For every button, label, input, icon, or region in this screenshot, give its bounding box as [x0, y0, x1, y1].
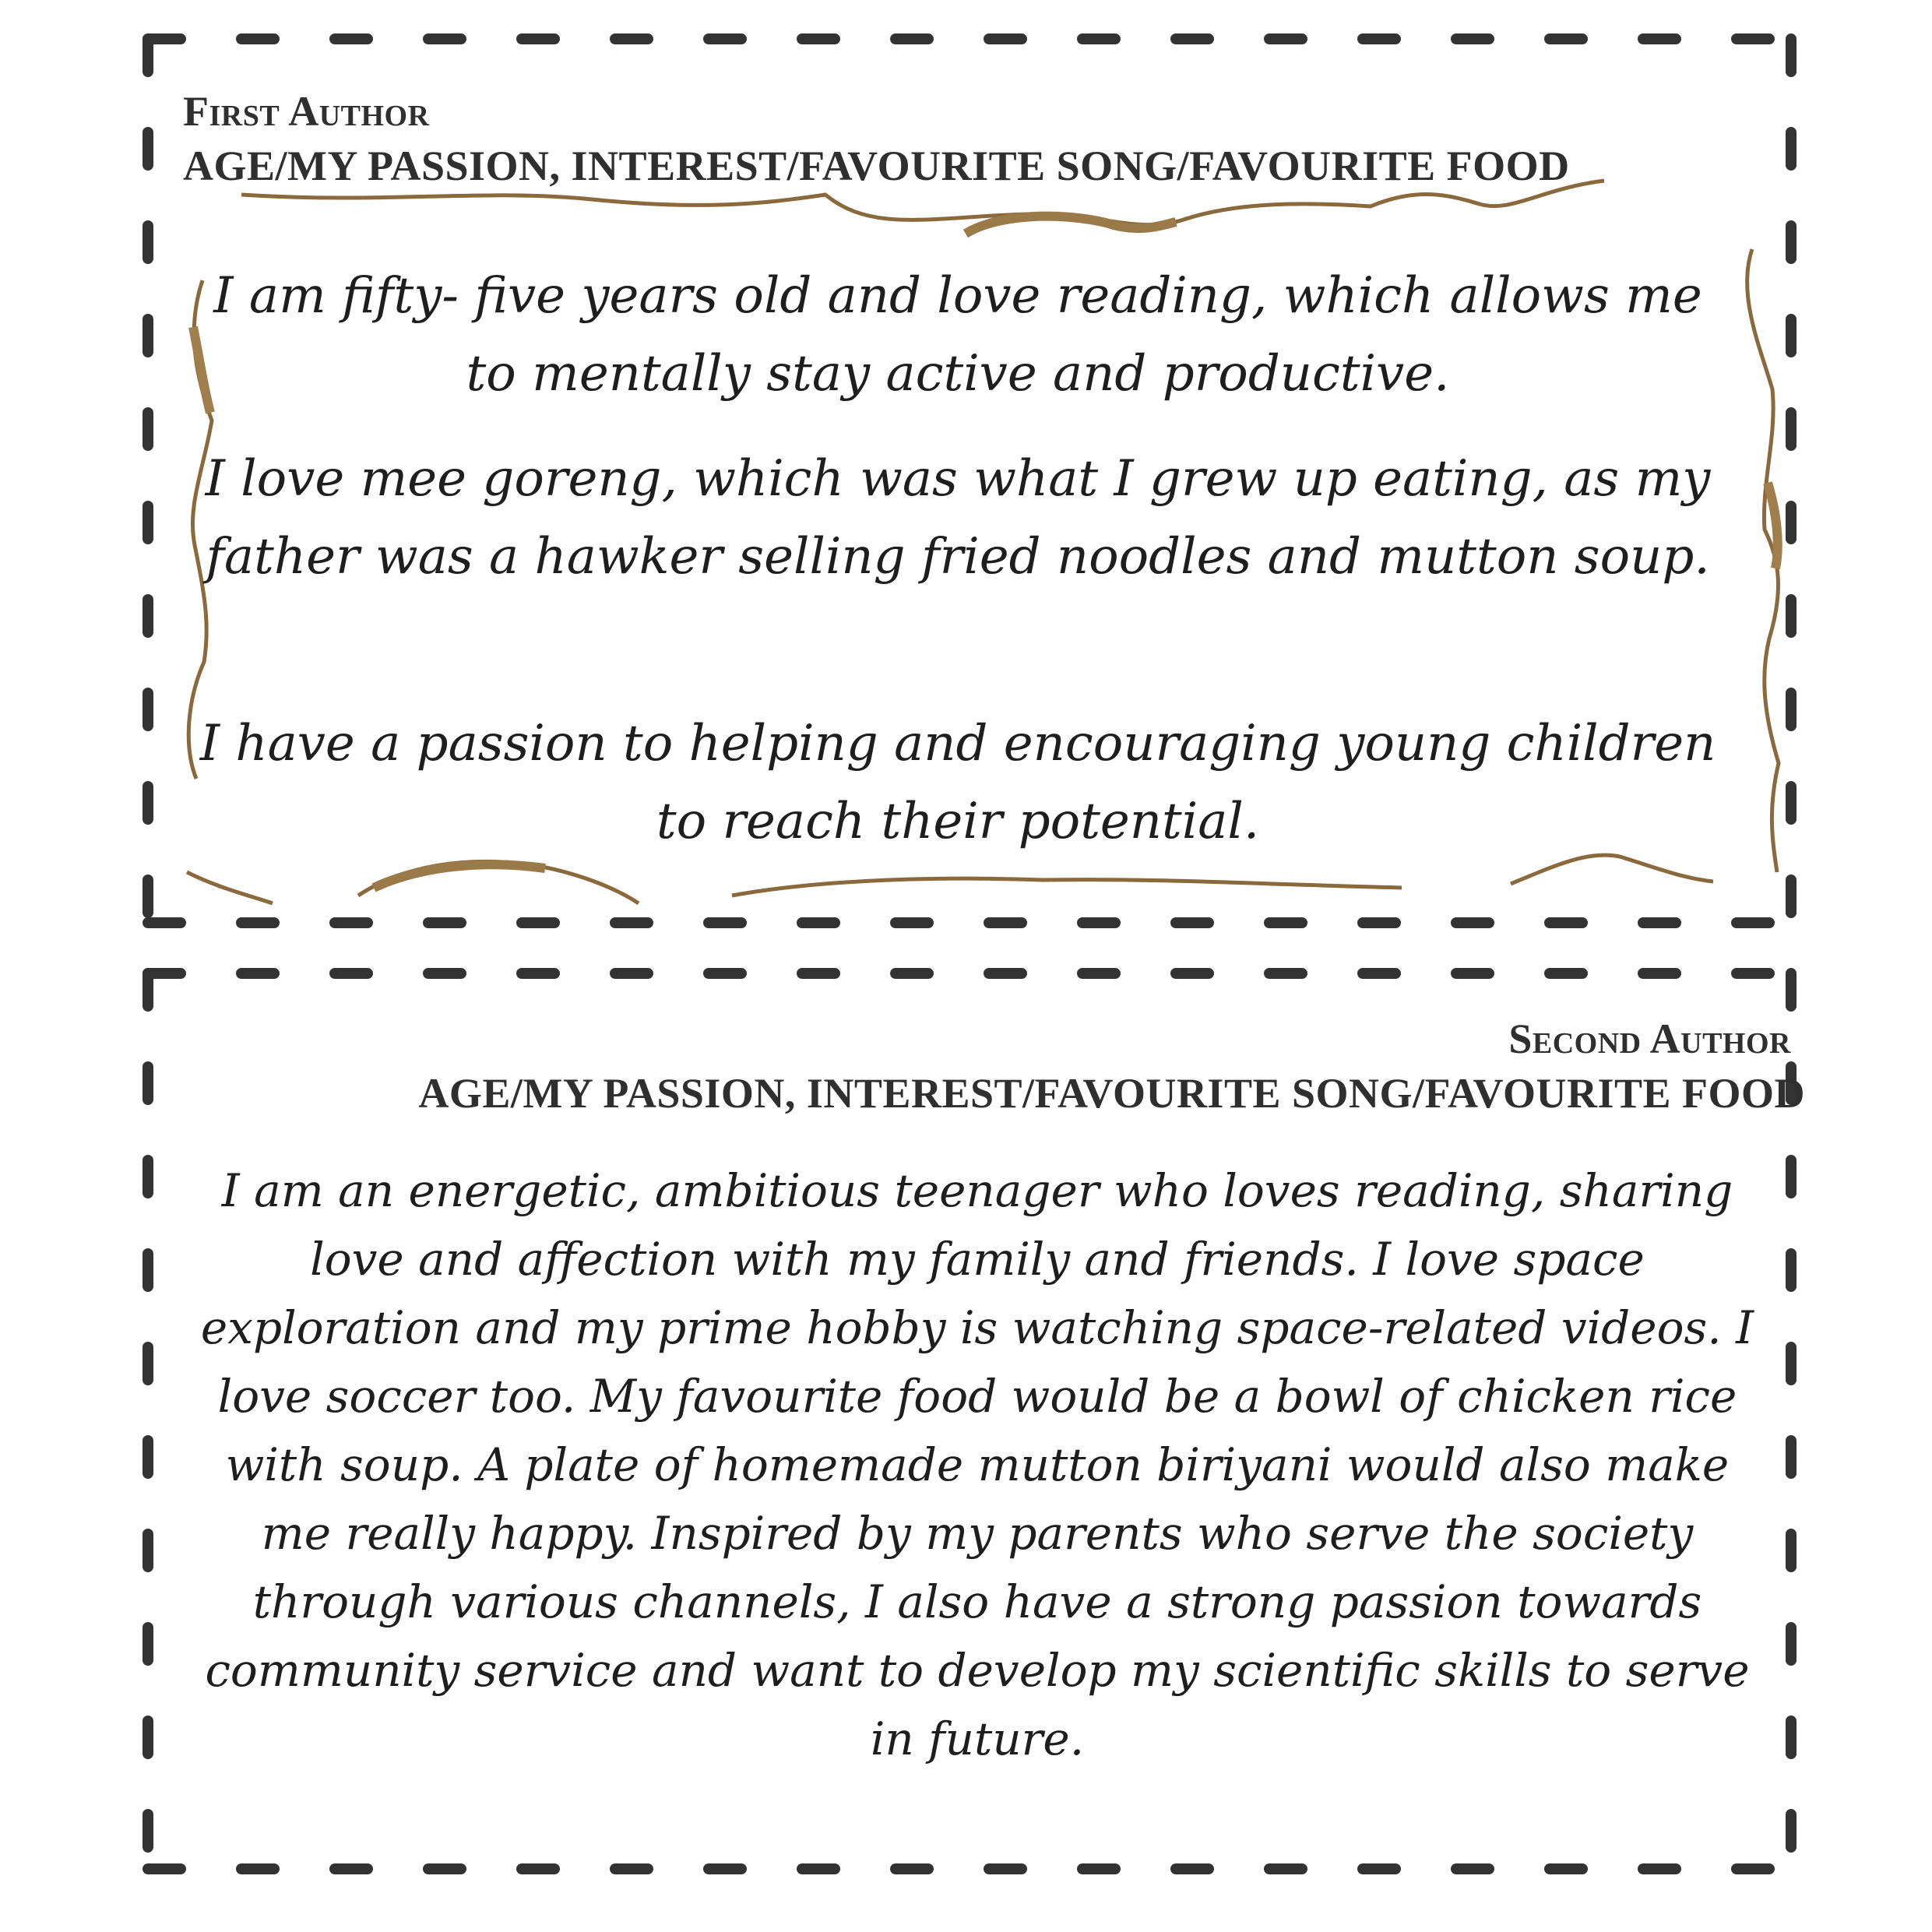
- second-author-name: Second Author: [1508, 1015, 1791, 1062]
- second-author-fields-heading: AGE/MY PASSION, INTEREST/FAVOURITE SONG/FAVOURITE FOOD: [418, 1070, 1805, 1117]
- first-author-name: First Author: [183, 88, 430, 135]
- first-author-passion-paragraph: I have a passion to helping and encouraging young children to reach their potential.: [199, 715, 1716, 850]
- second-author-bio-paragraph: I am an energetic, ambitious teenager who loves reading, sharing love and affection with my family and friends. I love space exploration and my prime hobby is watching space-related videos. I love soccer too. My favourite food would be a bowl of chicken rice with soup. A plate of homemade mutton biriyani would also make me really happy. Inspired by my parents who serve the society through various channels, I also have a strong passion towards community service and want to develop my scientific skills to serve in future.: [200, 1164, 1754, 1765]
- first-author-card: [148, 31, 1791, 927]
- second-author-card: [148, 970, 1805, 1865]
- first-author-food-paragraph: I love mee goreng, which was what I grew up eating, as my father was a hawker selling fried noodles and mutton soup.: [205, 450, 1711, 586]
- first-author-age-paragraph: I am fifty- five years old and love reading, which allows me to mentally stay active and productive.: [213, 267, 1702, 403]
- first-author-fields-heading: AGE/MY PASSION, INTEREST/FAVOURITE SONG/FAVOURITE FOOD: [183, 143, 1570, 189]
